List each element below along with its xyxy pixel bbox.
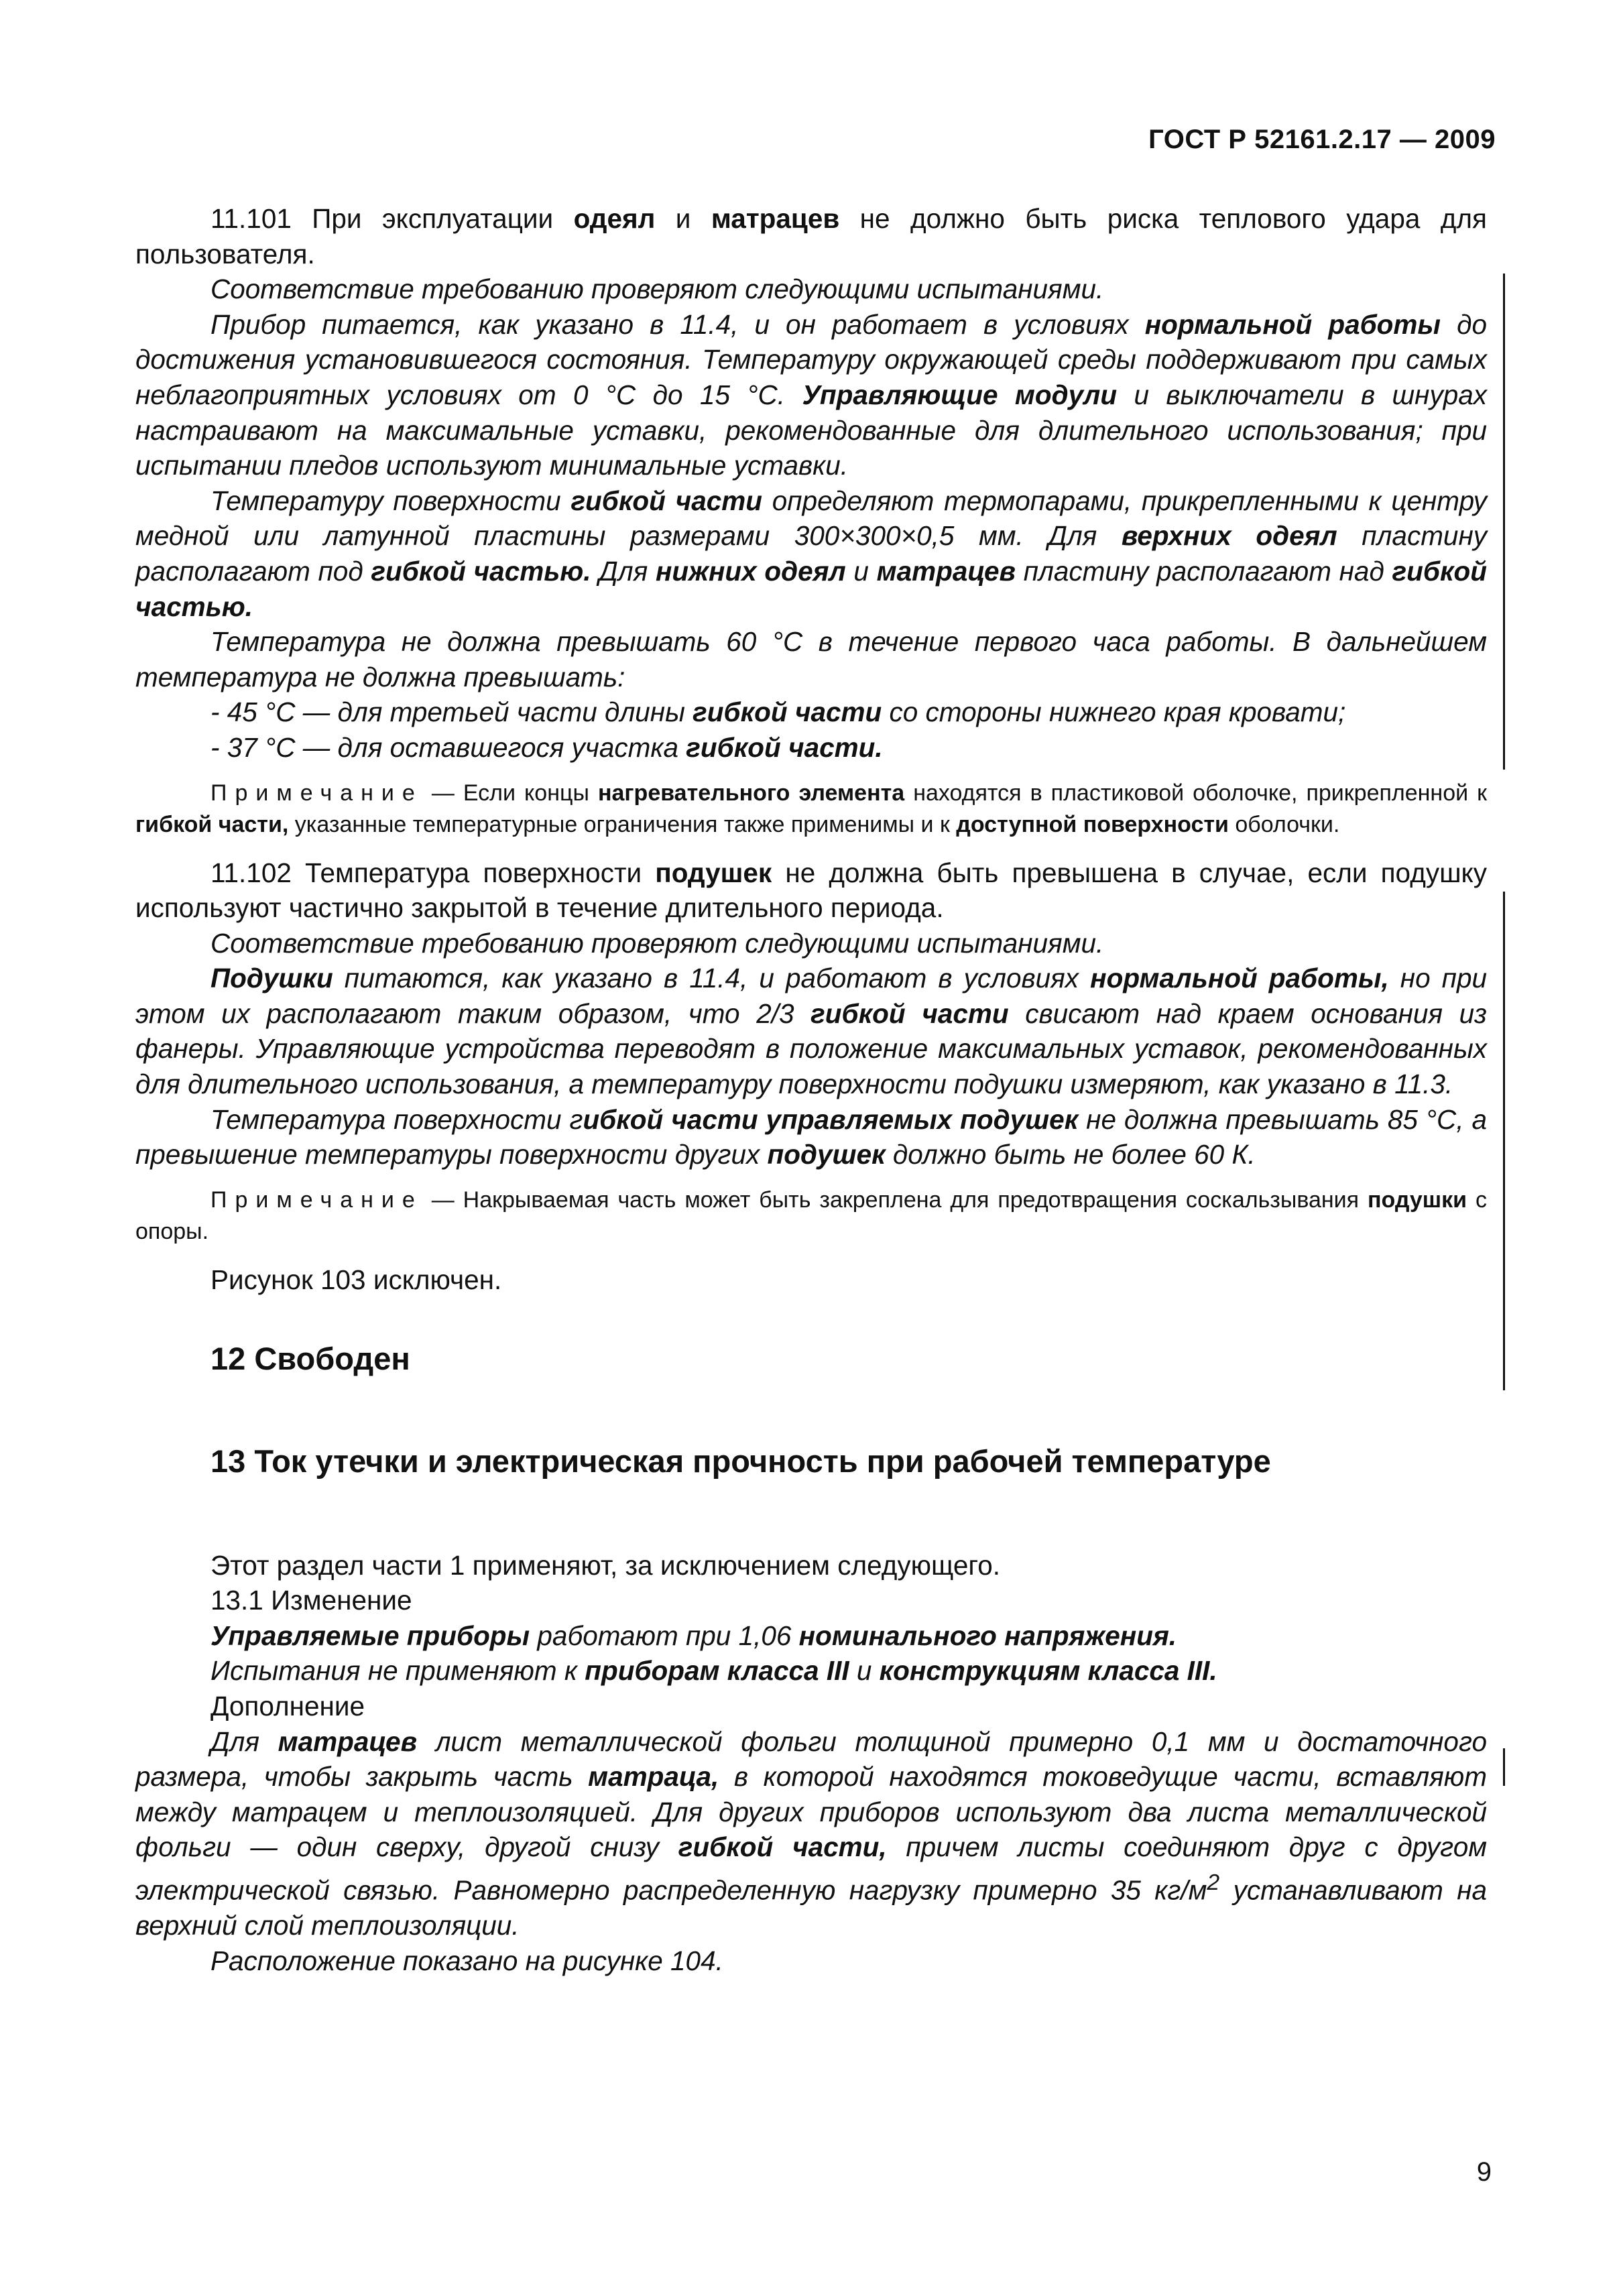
compliance-paragraph [135,271,1487,307]
bold-term: гибкой части. [686,731,883,763]
text-run: Температуру поверхности [211,485,571,516]
text-run: Температура поверхности г [211,1103,583,1135]
text-run: не должна превышать 85 °С, а превышение температуры поверхности других [135,1103,1487,1170]
limit-item-45 [135,694,1487,730]
bold-term: ибкой части управляемых подушек [583,1103,1079,1135]
text-run: Соответствие требованию проверяют следующими испытаниями. [211,927,1104,959]
text-run: Соответствие требованию проверяют следующими испытаниями. [211,274,1104,305]
text-run: — Если концы [422,780,598,806]
text-run: пластину располагают над [1016,555,1392,587]
bold-term: подушек [767,1139,886,1170]
change-item-class-iii [135,1653,1487,1689]
document-body [135,201,1487,1978]
text-run: и [655,203,711,234]
text-run: работают при 1,06 [530,1620,799,1651]
change-heading: 13.1 Изменение [211,1585,412,1616]
text-run: Прибор питается, как указано в 11.4, и он работает в условиях [211,308,1145,340]
text-run: причем листы соединяют друг с другом электрической связью. Равномерно распределенную нагрузку примерно 35 кг/м [135,1831,1487,1906]
note-heating-element [135,778,1487,841]
pillow-test-paragraph [135,961,1487,1101]
text-run: и выключатели в шнурах настраивают на максимальные уставки, рекомендованные для длительного использования; при испытании пледов используют минимальные уставки. [135,379,1488,481]
text-run: устанавливают на верхний слой теплоизоляции. [135,1874,1487,1941]
bold-term: подушки [1368,1187,1467,1213]
text-run: Расположение показано на рисунке 104. [211,1945,723,1976]
text-run: - 45 °С — для третьей части длины [211,697,693,728]
bold-term: Управляемые приборы [211,1620,530,1651]
text-run: до достижения установившегося состояния. Температуру окружающей среды поддерживают при самых неблагоприятных условиях от 0 °С до 15 °С. [135,308,1487,410]
bold-term: номинального напряжения. [798,1620,1177,1651]
text-run: Для [211,1726,278,1757]
bold-term: гибкой части, [678,1831,887,1863]
foil-paragraph [135,1724,1487,1943]
text-run: и [845,555,877,587]
bold-term: одеял [573,203,656,234]
text-run: Температура не должна превышать 60 °С в течение первого часа работы. В дальнейшем температура не должна превышать: [135,626,1487,692]
bold-term: Управляющие модули [802,379,1118,410]
bold-term: матраца, [588,1761,719,1793]
bold-term: гибкой частью. [371,555,591,587]
text-run: должно быть не более 60 К. [885,1139,1256,1170]
text-run: питаются, как указано в 11.4, и работают в условиях [333,963,1091,994]
note-pillow [135,1185,1487,1248]
temperature-limit-paragraph [135,624,1487,694]
text-run: - 37 °С — для оставшегося участка [211,731,686,763]
text-run: указанные температурные ограничения также применимы и к [288,811,957,837]
change-item-voltage [135,1618,1487,1654]
text-run: находятся в пластиковой оболочке, прикрепленной к [904,780,1488,806]
bold-term: матрацев [711,203,840,234]
bold-term: матрацев [876,555,1016,587]
bold-term: подушек [655,857,772,888]
test-conditions-paragraph [135,307,1487,483]
bold-term: нагревательного элемента [597,780,905,806]
text-run: но при этом их располагают таким образом, что 2/3 [135,963,1488,1029]
bold-term: нижних одеял [655,555,846,587]
text-run: со стороны нижнего края кровати; [882,697,1346,728]
clause-11-102-paragraph [135,855,1487,926]
bold-term: верхних одеял [1121,520,1337,552]
bold-term: гибкой части [570,485,763,516]
text-run: пластину располагают под [135,520,1487,587]
bold-term: конструкциям класса III. [879,1655,1217,1687]
clause-11-101-paragraph [135,201,1487,271]
text-run: с опоры. [135,1187,1487,1244]
text-run: оболочки. [1228,811,1340,837]
text-run: 11.102 Температура поверхности [211,857,656,888]
addition-heading: Дополнение [211,1691,365,1721]
text-run: Испытания не применяют к [211,1655,585,1687]
superscript: 2 [1207,1869,1220,1895]
figure-excluded-text: Рисунок 103 исключен. [211,1264,502,1295]
text-run: Для [591,555,656,587]
text-run: свисают над краем основания из фанеры. Управляющие устройства переводят в положение максимальных уставок, рекомендованных для длительного использования, а температуру поверхности подушки измеряют, как указано в 11.3. [135,998,1487,1100]
text-run: не должна быть превышена в случае, если подушку используют частично закрытой в течение длительного периода. [135,857,1487,924]
section-13-intro: Этот раздел части 1 применяют, за исключением следующего. [211,1549,1001,1581]
note-label: Примечание [211,780,423,806]
limit-item-37 [135,730,1487,766]
text-run: — Накрываемая часть может быть закреплена для предотвращения соскальзывания [422,1187,1368,1213]
section-12-title: 12 Свободен [211,1341,410,1377]
document-code-header: ГОСТ Р 52161.2.17 — 2009 [1148,125,1496,154]
text-run: определяют термопарами, прикрепленными к центру медной или латунной пластины размерами 300×300×0,5 мм. Для [135,485,1487,552]
bold-term: нормальной работы [1144,308,1441,340]
change-bar-2 [1503,892,1505,1390]
bold-term: гибкой части [810,998,1009,1029]
text-run: 11.101 При эксплуатации [211,203,574,234]
bold-term: приборам класса III [585,1655,849,1687]
thermocouple-paragraph [135,483,1487,624]
compliance-paragraph-2 [135,926,1487,961]
text-run: и [849,1655,880,1687]
change-bar-3 [1503,1748,1505,1786]
bold-term: Подушки [211,963,333,994]
note-label: Примечание [211,1187,423,1213]
bold-term: доступной поверхности [956,811,1229,837]
page-number: 9 [1476,2157,1492,2187]
bold-term: матрацев [278,1726,418,1757]
bold-term: нормальной работы, [1090,963,1389,994]
section-13-title: 13 Ток утечки и электрическая прочность при рабочей температуре [211,1443,1271,1479]
bold-term: гибкой частью. [135,555,1487,622]
pillow-temperature-paragraph [135,1102,1487,1172]
text-run: лист металлической фольги толщиной примерно 0,1 мм и достаточного размера, чтобы закрыть часть [135,1726,1487,1793]
text-run: в которой находятся токоведущие части, вставляют между матрацем и теплоизоляцией. Для других приборов используют два листа металлической фольги — один сверху, другой снизу [135,1761,1488,1863]
figure-reference-paragraph [135,1943,1487,1979]
change-bar-1 [1503,274,1505,770]
bold-term: гибкой части, [135,811,289,837]
text-run: не должно быть риска теплового удара для пользователя. [135,203,1487,269]
bold-term: гибкой части [693,697,882,728]
